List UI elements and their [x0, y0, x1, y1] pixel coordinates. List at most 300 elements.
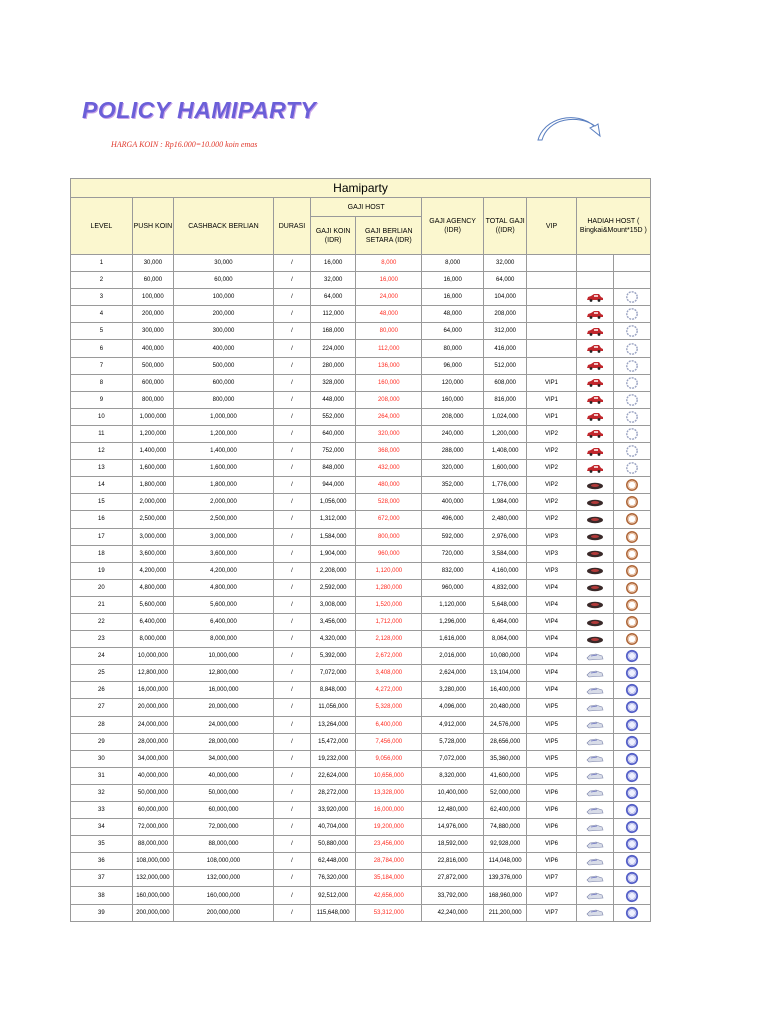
level-cell: 19: [71, 562, 133, 579]
cashback-cell: 108,000,000: [174, 853, 274, 870]
push-koin-cell: 6,400,000: [132, 613, 173, 630]
durasi-cell: /: [273, 682, 310, 699]
gaji-koin-cell: 11,056,000: [311, 699, 356, 716]
gaji-berlian-cell: 1,712,000: [356, 613, 422, 630]
table-row: [71, 750, 651, 767]
cashback-cell: 200,000: [174, 306, 274, 323]
durasi-cell: /: [273, 870, 310, 887]
blue-ring-frame-icon: [613, 853, 650, 870]
gaji-agency-cell: 16,000: [422, 272, 484, 289]
total-gaji-cell: 35,360,000: [484, 750, 527, 767]
push-koin-cell: 50,000,000: [132, 784, 173, 801]
total-gaji-cell: 1,776,000: [484, 477, 527, 494]
blue-ring-frame-icon: [613, 699, 650, 716]
total-gaji-cell: 114,048,000: [484, 853, 527, 870]
vip-cell: VIP1: [527, 391, 576, 408]
silver-car-mount-icon: [576, 904, 613, 921]
level-cell: 28: [71, 716, 133, 733]
total-gaji-cell: 168,960,000: [484, 887, 527, 904]
vip-cell: VIP2: [527, 443, 576, 460]
total-gaji-cell: 64,000: [484, 272, 527, 289]
level-cell: 22: [71, 613, 133, 630]
level-cell: 13: [71, 460, 133, 477]
gaji-agency-cell: 33,792,000: [422, 887, 484, 904]
durasi-cell: /: [273, 904, 310, 921]
cashback-cell: 200,000,000: [174, 904, 274, 921]
col-gaji-agency-header: GAJI AGENCY (IDR): [422, 198, 484, 255]
silver-car-mount-icon: [576, 716, 613, 733]
total-gaji-cell: 52,000,000: [484, 784, 527, 801]
gaji-berlian-cell: 13,328,000: [356, 784, 422, 801]
table-row: [71, 443, 651, 460]
durasi-cell: /: [273, 357, 310, 374]
total-gaji-cell: 32,000: [484, 255, 527, 272]
table-row: [71, 528, 651, 545]
level-cell: 9: [71, 391, 133, 408]
total-gaji-cell: 608,000: [484, 374, 527, 391]
gaji-koin-cell: 16,000: [311, 255, 356, 272]
red-car-mount-icon: [576, 374, 613, 391]
durasi-cell: /: [273, 340, 310, 357]
table-row: [71, 904, 651, 921]
gaji-agency-cell: 96,000: [422, 357, 484, 374]
durasi-cell: /: [273, 323, 310, 340]
cashback-cell: 1,200,000: [174, 425, 274, 442]
push-koin-cell: 28,000,000: [132, 733, 173, 750]
durasi-cell: /: [273, 408, 310, 425]
level-cell: 39: [71, 904, 133, 921]
gaji-agency-cell: 12,480,000: [422, 802, 484, 819]
level-cell: 33: [71, 802, 133, 819]
silver-car-mount-icon: [576, 750, 613, 767]
vip-cell: VIP4: [527, 682, 576, 699]
blue-ring-frame-icon: [613, 767, 650, 784]
push-koin-cell: 2,500,000: [132, 511, 173, 528]
silver-ring-frame-icon: [613, 306, 650, 323]
push-koin-cell: 24,000,000: [132, 716, 173, 733]
gaji-koin-cell: 3,456,000: [311, 613, 356, 630]
vip-cell: VIP3: [527, 562, 576, 579]
silver-car-mount-icon: [576, 733, 613, 750]
blue-ring-frame-icon: [613, 733, 650, 750]
dark-car-mount-icon: [576, 545, 613, 562]
total-gaji-cell: 1,024,000: [484, 408, 527, 425]
table-row: [71, 716, 651, 733]
silver-ring-frame-icon: [613, 289, 650, 306]
push-koin-cell: 160,000,000: [132, 887, 173, 904]
total-gaji-cell: 92,928,000: [484, 836, 527, 853]
total-gaji-cell: 139,376,000: [484, 870, 527, 887]
gaji-berlian-cell: 7,456,000: [356, 733, 422, 750]
vip-cell: VIP5: [527, 716, 576, 733]
gaji-berlian-cell: 2,672,000: [356, 648, 422, 665]
dark-car-mount-icon: [576, 579, 613, 596]
blue-ring-frame-icon: [613, 870, 650, 887]
col-push-koin-header: PUSH KOIN: [132, 198, 173, 255]
total-gaji-cell: 16,400,000: [484, 682, 527, 699]
cashback-cell: 800,000: [174, 391, 274, 408]
red-car-mount-icon: [576, 391, 613, 408]
silver-car-mount-icon: [576, 836, 613, 853]
gaji-berlian-cell: 480,000: [356, 477, 422, 494]
red-car-mount-icon: [576, 460, 613, 477]
red-car-mount-icon: [576, 425, 613, 442]
cashback-cell: 1,800,000: [174, 477, 274, 494]
durasi-cell: /: [273, 477, 310, 494]
total-gaji-cell: 10,080,000: [484, 648, 527, 665]
vip-cell: VIP7: [527, 904, 576, 921]
col-vip-header: VIP: [527, 198, 576, 255]
table-row: [71, 408, 651, 425]
push-koin-cell: 12,800,000: [132, 665, 173, 682]
push-koin-cell: 3,600,000: [132, 545, 173, 562]
durasi-cell: /: [273, 665, 310, 682]
level-cell: 1: [71, 255, 133, 272]
gaji-berlian-cell: 10,656,000: [356, 767, 422, 784]
table-row: [71, 853, 651, 870]
table-row: [71, 733, 651, 750]
push-koin-cell: 600,000: [132, 374, 173, 391]
vip-cell: [527, 289, 576, 306]
table-row: [71, 836, 651, 853]
gaji-berlian-cell: 8,000: [356, 255, 422, 272]
durasi-cell: /: [273, 887, 310, 904]
col-level-header: LEVEL: [71, 198, 133, 255]
silver-ring-frame-icon: [613, 408, 650, 425]
total-gaji-cell: 4,832,000: [484, 579, 527, 596]
durasi-cell: /: [273, 648, 310, 665]
gaji-koin-cell: 1,584,000: [311, 528, 356, 545]
gaji-koin-cell: 8,848,000: [311, 682, 356, 699]
vip-cell: VIP6: [527, 819, 576, 836]
silver-car-mount-icon: [576, 819, 613, 836]
push-koin-cell: 1,200,000: [132, 425, 173, 442]
dark-car-mount-icon: [576, 596, 613, 613]
gaji-agency-cell: 120,000: [422, 374, 484, 391]
durasi-cell: /: [273, 528, 310, 545]
table-body: [71, 255, 651, 922]
total-gaji-cell: 41,600,000: [484, 767, 527, 784]
red-car-mount-icon: [576, 289, 613, 306]
gaji-agency-cell: 208,000: [422, 408, 484, 425]
total-gaji-cell: 2,976,000: [484, 528, 527, 545]
vip-cell: VIP2: [527, 460, 576, 477]
level-cell: 17: [71, 528, 133, 545]
table-row: [71, 374, 651, 391]
total-gaji-cell: 1,408,000: [484, 443, 527, 460]
gaji-berlian-cell: 80,000: [356, 323, 422, 340]
dark-car-mount-icon: [576, 613, 613, 630]
blue-ring-frame-icon: [613, 682, 650, 699]
level-cell: 27: [71, 699, 133, 716]
level-cell: 21: [71, 596, 133, 613]
table-row: [71, 323, 651, 340]
gaji-agency-cell: 240,000: [422, 425, 484, 442]
push-koin-cell: 100,000: [132, 289, 173, 306]
vip-cell: VIP7: [527, 887, 576, 904]
level-cell: 24: [71, 648, 133, 665]
cashback-cell: 400,000: [174, 340, 274, 357]
total-gaji-cell: 6,464,000: [484, 613, 527, 630]
gaji-berlian-cell: 320,000: [356, 425, 422, 442]
cashback-cell: 5,600,000: [174, 596, 274, 613]
total-gaji-cell: 312,000: [484, 323, 527, 340]
cashback-cell: 600,000: [174, 374, 274, 391]
gaji-koin-cell: 640,000: [311, 425, 356, 442]
blue-ring-frame-icon: [613, 819, 650, 836]
gaji-koin-cell: 15,472,000: [311, 733, 356, 750]
gaji-agency-cell: 42,240,000: [422, 904, 484, 921]
gaji-berlian-cell: 528,000: [356, 494, 422, 511]
table-row: [71, 357, 651, 374]
gaji-agency-cell: 1,616,000: [422, 631, 484, 648]
level-cell: 15: [71, 494, 133, 511]
vip-cell: VIP5: [527, 767, 576, 784]
durasi-cell: /: [273, 836, 310, 853]
blue-ring-frame-icon: [613, 904, 650, 921]
cashback-cell: 1,000,000: [174, 408, 274, 425]
total-gaji-cell: 20,480,000: [484, 699, 527, 716]
gaji-koin-cell: 2,208,000: [311, 562, 356, 579]
gaji-koin-cell: 5,392,000: [311, 648, 356, 665]
red-car-mount-icon: [576, 408, 613, 425]
table-row: [71, 665, 651, 682]
silver-ring-frame-icon: [613, 357, 650, 374]
gaji-koin-cell: 1,056,000: [311, 494, 356, 511]
table-row: [71, 340, 651, 357]
gaji-berlian-cell: 9,056,000: [356, 750, 422, 767]
total-gaji-cell: 208,000: [484, 306, 527, 323]
gaji-berlian-cell: 960,000: [356, 545, 422, 562]
level-cell: 37: [71, 870, 133, 887]
gaji-agency-cell: 22,816,000: [422, 853, 484, 870]
cashback-cell: 10,000,000: [174, 648, 274, 665]
push-koin-cell: 108,000,000: [132, 853, 173, 870]
gaji-berlian-cell: 432,000: [356, 460, 422, 477]
total-gaji-cell: 13,104,000: [484, 665, 527, 682]
vip-cell: VIP2: [527, 511, 576, 528]
vip-cell: VIP5: [527, 750, 576, 767]
cashback-cell: 500,000: [174, 357, 274, 374]
col-durasi-header: DURASI: [273, 198, 310, 255]
vip-cell: VIP4: [527, 613, 576, 630]
durasi-cell: /: [273, 784, 310, 801]
cashback-cell: 72,000,000: [174, 819, 274, 836]
push-koin-cell: 1,000,000: [132, 408, 173, 425]
total-gaji-cell: 512,000: [484, 357, 527, 374]
vip-cell: VIP7: [527, 870, 576, 887]
push-koin-cell: 300,000: [132, 323, 173, 340]
vip-cell: [527, 340, 576, 357]
blue-ring-frame-icon: [613, 784, 650, 801]
push-koin-cell: 500,000: [132, 357, 173, 374]
gaji-berlian-cell: 23,456,000: [356, 836, 422, 853]
vip-cell: [527, 255, 576, 272]
gaji-berlian-cell: 16,000: [356, 272, 422, 289]
gaji-agency-cell: 400,000: [422, 494, 484, 511]
dark-car-mount-icon: [576, 511, 613, 528]
push-koin-cell: 3,000,000: [132, 528, 173, 545]
blue-ring-frame-icon: [613, 665, 650, 682]
gaji-agency-cell: 8,000: [422, 255, 484, 272]
curved-arrow-icon: [532, 112, 606, 148]
level-cell: 23: [71, 631, 133, 648]
total-gaji-cell: 74,880,000: [484, 819, 527, 836]
table-row: [71, 460, 651, 477]
gaji-berlian-cell: 112,000: [356, 340, 422, 357]
table-row: [71, 545, 651, 562]
push-koin-cell: 132,000,000: [132, 870, 173, 887]
gaji-berlian-cell: 42,656,000: [356, 887, 422, 904]
cashback-cell: 24,000,000: [174, 716, 274, 733]
gaji-koin-cell: 32,000: [311, 272, 356, 289]
cashback-cell: 2,000,000: [174, 494, 274, 511]
push-koin-cell: 8,000,000: [132, 631, 173, 648]
gaji-agency-cell: 14,976,000: [422, 819, 484, 836]
cashback-cell: 12,800,000: [174, 665, 274, 682]
level-cell: 14: [71, 477, 133, 494]
table-row: [71, 579, 651, 596]
durasi-cell: /: [273, 494, 310, 511]
vip-cell: VIP4: [527, 648, 576, 665]
level-cell: 31: [71, 767, 133, 784]
col-cashback-header: CASHBACK BERLIAN: [174, 198, 274, 255]
push-koin-cell: 4,800,000: [132, 579, 173, 596]
gaji-agency-cell: 720,000: [422, 545, 484, 562]
gaji-berlian-cell: 35,184,000: [356, 870, 422, 887]
total-gaji-cell: 28,656,000: [484, 733, 527, 750]
gaji-agency-cell: 496,000: [422, 511, 484, 528]
gaji-berlian-cell: 5,328,000: [356, 699, 422, 716]
table-row: [71, 887, 651, 904]
coin-price-note: HARGA KOIN : Rp16.000=10.000 koin emas: [111, 140, 258, 149]
level-cell: 38: [71, 887, 133, 904]
gaji-agency-cell: 2,624,000: [422, 665, 484, 682]
vip-cell: [527, 272, 576, 289]
gaji-berlian-cell: 24,000: [356, 289, 422, 306]
gaji-koin-cell: 22,624,000: [311, 767, 356, 784]
blue-ring-frame-icon: [613, 716, 650, 733]
cashback-cell: 1,600,000: [174, 460, 274, 477]
silver-car-mount-icon: [576, 784, 613, 801]
gaji-agency-cell: 832,000: [422, 562, 484, 579]
gaji-koin-cell: 50,880,000: [311, 836, 356, 853]
durasi-cell: /: [273, 853, 310, 870]
push-koin-cell: 30,000: [132, 255, 173, 272]
vip-cell: VIP2: [527, 494, 576, 511]
bronze-ring-frame-icon: [613, 477, 650, 494]
total-gaji-cell: 1,600,000: [484, 460, 527, 477]
total-gaji-cell: 4,160,000: [484, 562, 527, 579]
table-row: [71, 596, 651, 613]
bronze-ring-frame-icon: [613, 613, 650, 630]
cashback-cell: 4,200,000: [174, 562, 274, 579]
level-cell: 16: [71, 511, 133, 528]
silver-ring-frame-icon: [613, 374, 650, 391]
table-title: Hamiparty: [71, 179, 651, 198]
durasi-cell: /: [273, 562, 310, 579]
level-cell: 4: [71, 306, 133, 323]
gaji-koin-cell: 280,000: [311, 357, 356, 374]
table-row: [71, 870, 651, 887]
total-gaji-cell: 2,480,000: [484, 511, 527, 528]
cashback-cell: 1,400,000: [174, 443, 274, 460]
vip-cell: VIP6: [527, 853, 576, 870]
red-car-mount-icon: [576, 306, 613, 323]
gaji-agency-cell: 1,296,000: [422, 613, 484, 630]
table-row: [71, 631, 651, 648]
level-cell: 10: [71, 408, 133, 425]
push-koin-cell: 88,000,000: [132, 836, 173, 853]
gaji-agency-cell: 288,000: [422, 443, 484, 460]
cashback-cell: 34,000,000: [174, 750, 274, 767]
gaji-berlian-cell: 1,280,000: [356, 579, 422, 596]
gaji-agency-cell: 16,000: [422, 289, 484, 306]
table-row: [71, 562, 651, 579]
durasi-cell: /: [273, 255, 310, 272]
vip-cell: VIP2: [527, 477, 576, 494]
gaji-koin-cell: 115,648,000: [311, 904, 356, 921]
push-koin-cell: 72,000,000: [132, 819, 173, 836]
level-cell: 26: [71, 682, 133, 699]
silver-car-mount-icon: [576, 802, 613, 819]
vip-cell: VIP6: [527, 802, 576, 819]
table-row: [71, 511, 651, 528]
col-gaji-berlian-header: GAJI BERLIAN SETARA (IDR): [356, 217, 422, 255]
level-cell: 29: [71, 733, 133, 750]
gaji-berlian-cell: 1,520,000: [356, 596, 422, 613]
gaji-agency-cell: 5,728,000: [422, 733, 484, 750]
durasi-cell: /: [273, 733, 310, 750]
durasi-cell: /: [273, 391, 310, 408]
push-koin-cell: 1,400,000: [132, 443, 173, 460]
bronze-ring-frame-icon: [613, 511, 650, 528]
level-cell: 36: [71, 853, 133, 870]
total-gaji-cell: 104,000: [484, 289, 527, 306]
silver-ring-frame-icon: [613, 460, 650, 477]
red-car-mount-icon: [576, 443, 613, 460]
gaji-agency-cell: 48,000: [422, 306, 484, 323]
vip-cell: VIP5: [527, 699, 576, 716]
durasi-cell: /: [273, 631, 310, 648]
bronze-ring-frame-icon: [613, 528, 650, 545]
push-koin-cell: 10,000,000: [132, 648, 173, 665]
none-mount-icon: [576, 255, 613, 272]
table-row: [71, 819, 651, 836]
gaji-berlian-cell: 4,272,000: [356, 682, 422, 699]
gaji-koin-cell: 448,000: [311, 391, 356, 408]
durasi-cell: /: [273, 511, 310, 528]
red-car-mount-icon: [576, 340, 613, 357]
gaji-agency-cell: 352,000: [422, 477, 484, 494]
vip-cell: [527, 306, 576, 323]
level-cell: 32: [71, 784, 133, 801]
gaji-koin-cell: 848,000: [311, 460, 356, 477]
cashback-cell: 300,000: [174, 323, 274, 340]
vip-cell: [527, 357, 576, 374]
gaji-agency-cell: 80,000: [422, 340, 484, 357]
cashback-cell: 132,000,000: [174, 870, 274, 887]
total-gaji-cell: 211,200,000: [484, 904, 527, 921]
page-title: POLICY HAMIPARTY: [82, 97, 317, 123]
level-cell: 6: [71, 340, 133, 357]
total-gaji-cell: 8,064,000: [484, 631, 527, 648]
gaji-koin-cell: 224,000: [311, 340, 356, 357]
gaji-berlian-cell: 672,000: [356, 511, 422, 528]
silver-ring-frame-icon: [613, 323, 650, 340]
gaji-koin-cell: 2,592,000: [311, 579, 356, 596]
blue-ring-frame-icon: [613, 836, 650, 853]
